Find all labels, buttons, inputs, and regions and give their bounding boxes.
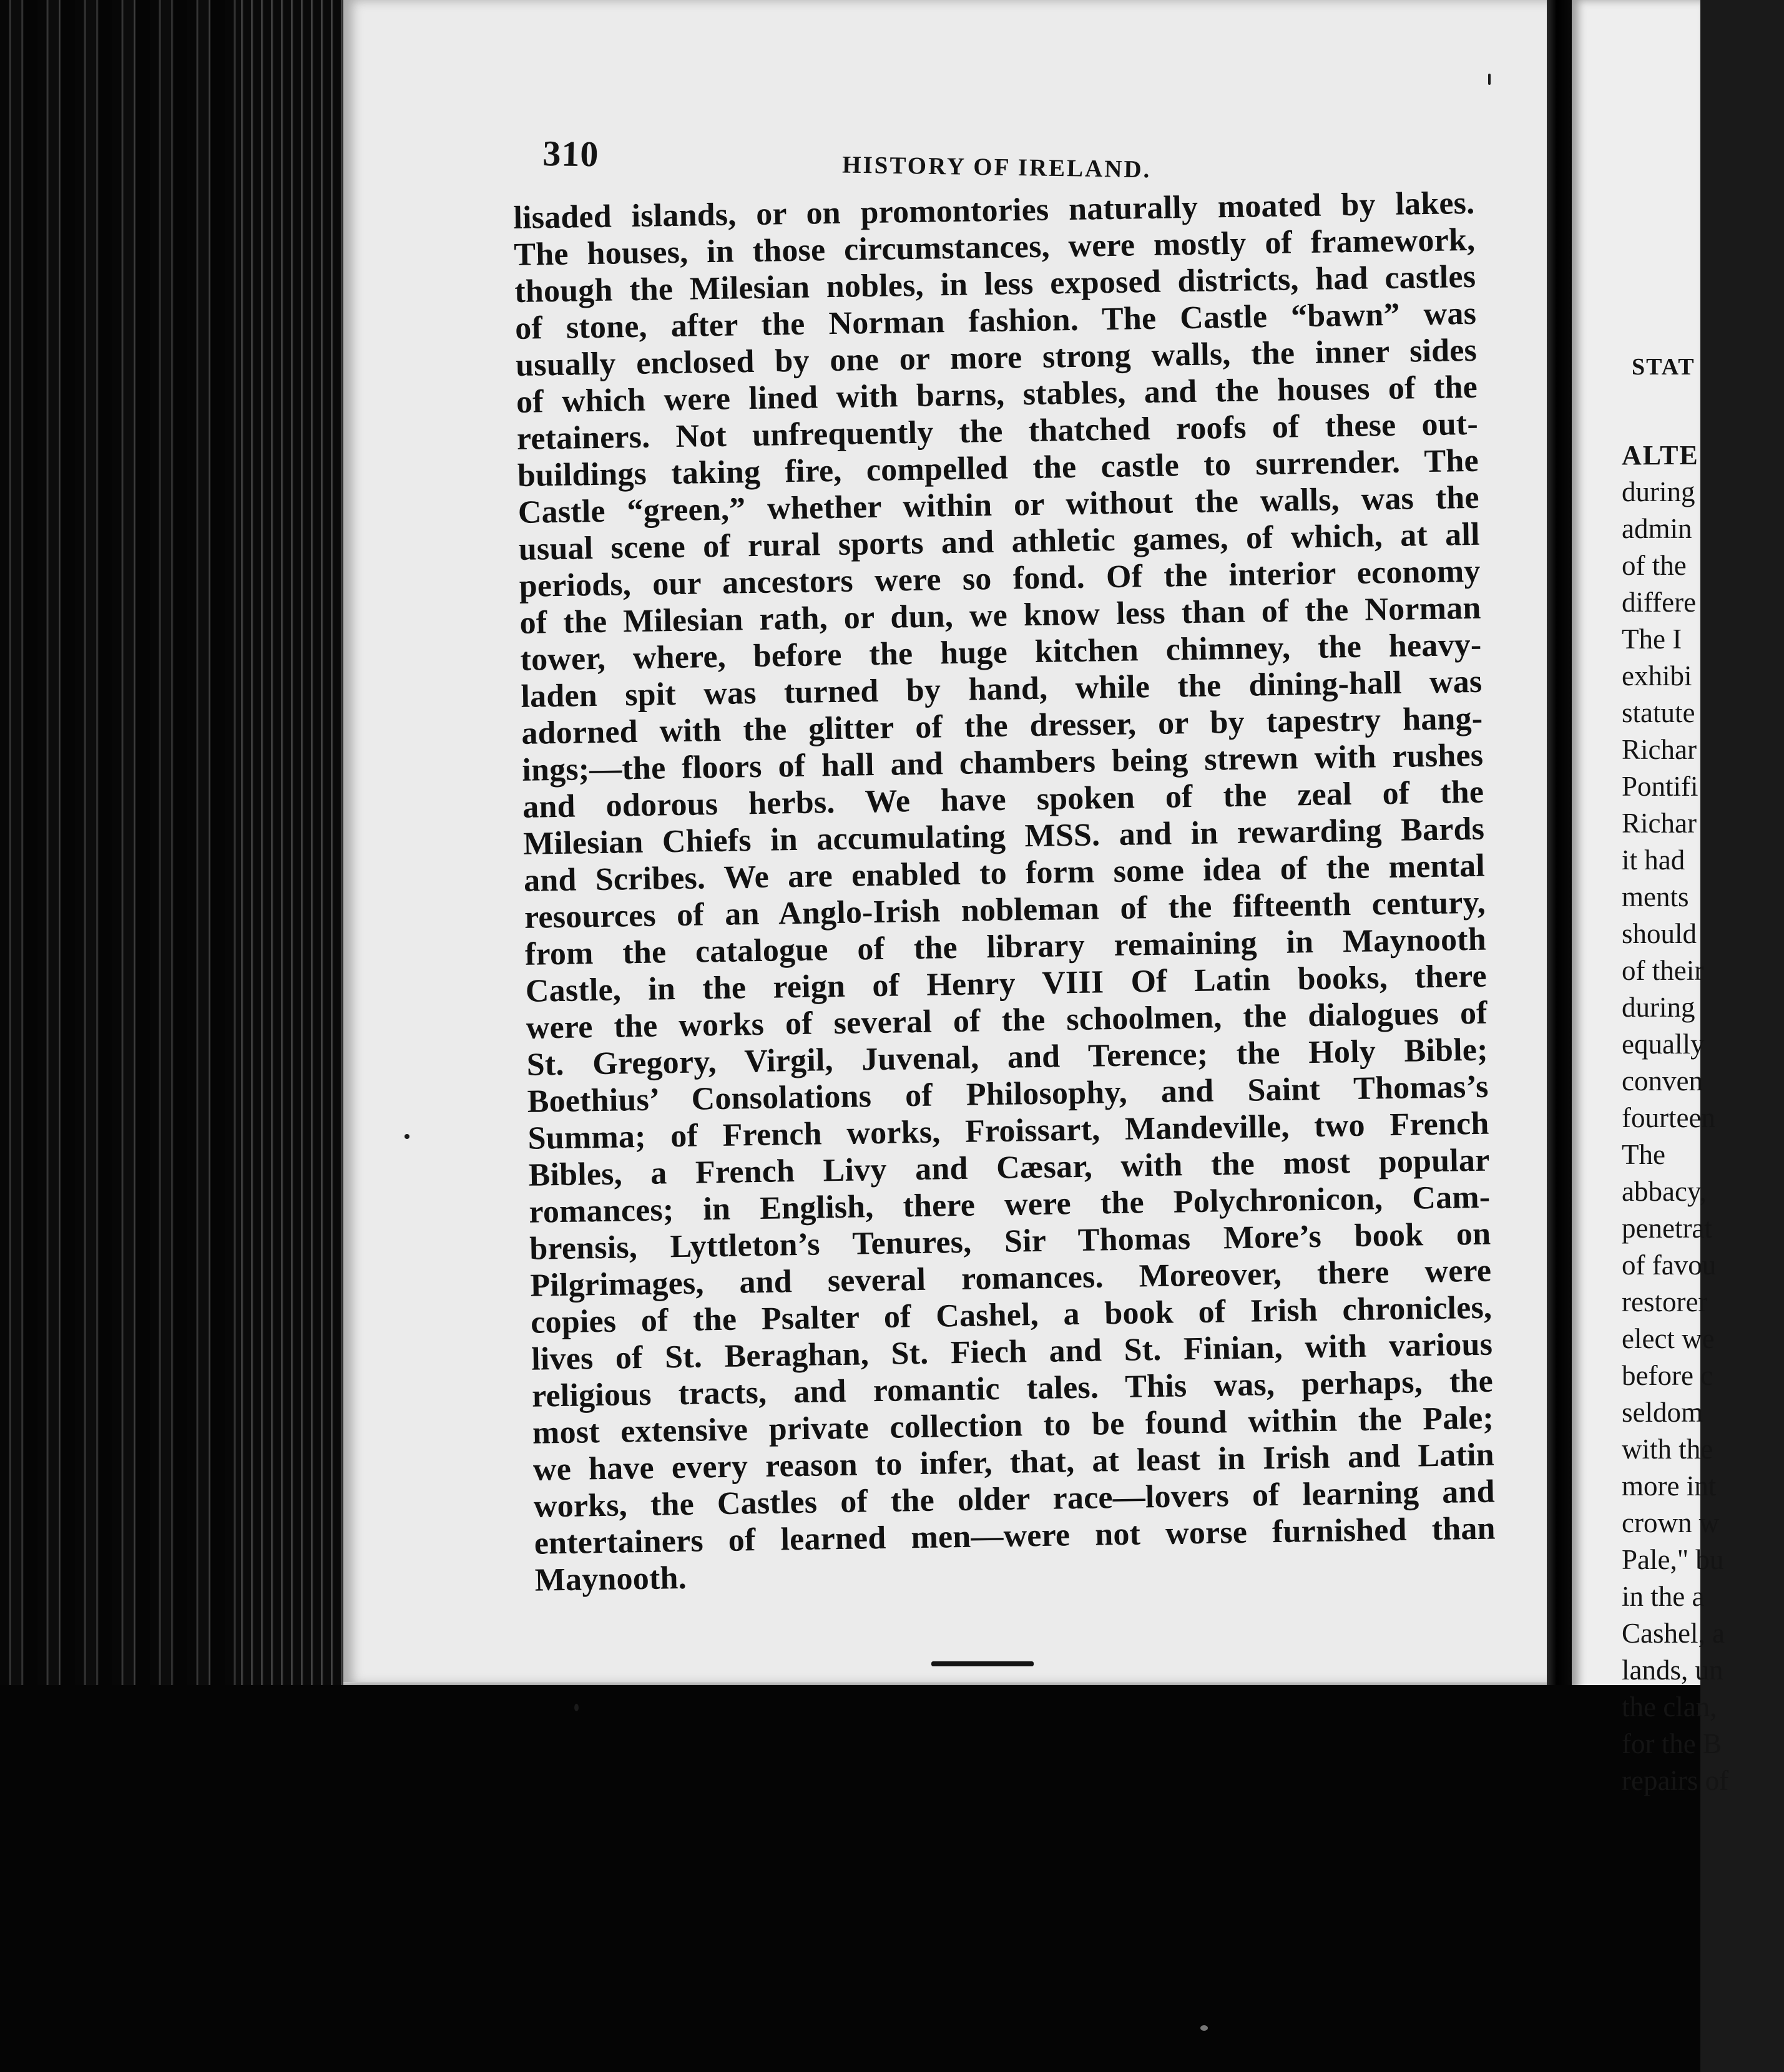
right-page-line: should bbox=[1622, 918, 1697, 949]
text-line: religious tracts, and romantic tales. This was, perhaps, the bbox=[531, 1363, 1494, 1414]
text-line: usual scene of rural sports and athletic games, of which, at all bbox=[518, 516, 1481, 567]
text-line: of stone, after the Norman fashion. The Castle “bawn” was bbox=[514, 295, 1477, 346]
text-line: lives of St. Beraghan, St. Fiech and St. Finian, with various bbox=[531, 1326, 1493, 1377]
right-page-line: before c bbox=[1622, 1360, 1713, 1391]
scan-speck bbox=[574, 1704, 579, 1711]
right-page-line: statute bbox=[1622, 697, 1695, 728]
right-page-line: admin bbox=[1622, 513, 1692, 544]
right-page-line: the clan, bbox=[1622, 1691, 1717, 1723]
text-line: works, the Castles of the older race—lovers of learning and bbox=[533, 1473, 1496, 1525]
text-line: were the works of several of the schoolmen, the dialogues of bbox=[526, 995, 1488, 1046]
right-page-line: equally bbox=[1622, 1029, 1705, 1060]
right-page-line: exhibi bbox=[1622, 660, 1692, 691]
scan-speck bbox=[1488, 74, 1491, 85]
text-line: entertainers of learned men—were not worse furnished than bbox=[534, 1510, 1496, 1561]
right-page-line: abbacy, bbox=[1622, 1176, 1707, 1207]
text-line: most extensive private collection to be found within the Pale; bbox=[532, 1400, 1494, 1451]
right-page-line: of their bbox=[1622, 955, 1704, 986]
right-page-line: ALTE bbox=[1622, 440, 1699, 471]
text-line: lisaded islands, or on promontories naturally moated by lakes. bbox=[513, 185, 1475, 236]
right-page-line: crown w bbox=[1622, 1507, 1720, 1538]
text-line: Bibles, a French Livy and Cæsar, with the most popular bbox=[528, 1142, 1490, 1193]
right-page-line: seldom bbox=[1622, 1397, 1703, 1428]
text-line: we have every reason to infer, that, at least in Irish and Latin bbox=[532, 1437, 1495, 1488]
right-page-line: ments bbox=[1622, 881, 1689, 912]
right-page-line: with the bbox=[1622, 1434, 1713, 1465]
right-page-line: fourteen bbox=[1622, 1102, 1715, 1133]
scan-speck bbox=[404, 1134, 409, 1139]
right-page-line: for the B bbox=[1622, 1728, 1722, 1759]
text-line: St. Gregory, Virgil, Juvenal, and Terence; the Holy Bible; bbox=[526, 1032, 1489, 1083]
right-page-line: elect we bbox=[1622, 1323, 1715, 1354]
right-page-text bbox=[1622, 437, 1784, 1799]
right-page-line: in the a bbox=[1622, 1581, 1705, 1612]
text-line: usually enclosed by one or more strong walls, the inner sides bbox=[515, 332, 1478, 383]
text-line: buildings taking fire, compelled the castle to surrender. The bbox=[517, 442, 1479, 494]
text-line: ings;—the floors of hall and chambers being strewn with rushes bbox=[521, 737, 1484, 788]
right-page-line: of the bbox=[1622, 550, 1687, 581]
text-line: Pilgrimages, and several romances. Moreover, there were bbox=[529, 1253, 1492, 1304]
right-page-line: it had bbox=[1622, 844, 1685, 876]
page-heading: HISTORY OF IRELAND. bbox=[841, 151, 1152, 183]
right-page-line: repairs of bbox=[1622, 1765, 1729, 1796]
page-gutter bbox=[1547, 0, 1572, 1698]
right-page-line: differe bbox=[1622, 587, 1697, 618]
text-line: of which were lined with barns, stables, and the houses of the bbox=[516, 369, 1478, 420]
right-page-line: conven bbox=[1622, 1065, 1703, 1097]
right-page-heading: STAT bbox=[1632, 354, 1695, 380]
right-page-line: Cashel, a bbox=[1622, 1618, 1725, 1649]
right-page-line: during bbox=[1622, 476, 1695, 507]
section-rule bbox=[931, 1661, 1034, 1666]
text-line: Maynooth. bbox=[534, 1560, 687, 1598]
text-line: The houses, in those circumstances, were mostly of framework, bbox=[513, 222, 1476, 273]
text-line: from the catalogue of the library remaining in Maynooth bbox=[524, 921, 1487, 972]
text-line: Summa; of French works, Froissart, Mandeville, two French bbox=[527, 1105, 1489, 1156]
text-line: romances; in English, there were the Polychronicon, Cam- bbox=[529, 1179, 1491, 1230]
text-line: resources of an Anglo-Irish nobleman of the fifteenth century, bbox=[524, 884, 1486, 936]
right-page-line: The I bbox=[1622, 623, 1682, 655]
right-page-line: Richar bbox=[1622, 734, 1697, 765]
right-page-line: more int bbox=[1622, 1470, 1717, 1502]
text-line: Castle, in the reign of Henry VIII Of Latin books, there bbox=[525, 958, 1487, 1009]
right-page-line: Richar bbox=[1622, 808, 1697, 839]
text-line: laden spit was turned by hand, while the dining-hall was bbox=[521, 663, 1483, 715]
page-number: 310 bbox=[542, 132, 599, 175]
right-page-line: restorer bbox=[1622, 1286, 1708, 1317]
right-page-line: penetrat bbox=[1622, 1213, 1712, 1244]
text-line: copies of the Psalter of Cashel, a book of Irish chronicles, bbox=[530, 1289, 1492, 1341]
text-line: though the Milesian nobles, in less exposed districts, had castles bbox=[514, 258, 1476, 310]
right-page-line: during bbox=[1622, 992, 1695, 1023]
right-page-line: The bbox=[1622, 1139, 1665, 1170]
right-page-line: lands, un bbox=[1622, 1654, 1723, 1686]
body-text bbox=[513, 185, 1496, 1599]
text-line: and Scribes. We are enabled to form some idea of the mental bbox=[523, 848, 1486, 899]
text-line: tower, where, before the huge kitchen chimney, the heavy- bbox=[520, 627, 1482, 678]
right-page-line: Pontifi bbox=[1622, 771, 1698, 802]
right-page-line: Pale," bu bbox=[1622, 1544, 1724, 1575]
scan-speck bbox=[1200, 2025, 1208, 2031]
text-line: of the Milesian rath, or dun, we know less than of the Norman bbox=[519, 590, 1481, 641]
text-line: and odorous herbs. We have spoken of the zeal of the bbox=[522, 774, 1484, 825]
scan-background bbox=[0, 1685, 1700, 2072]
text-line: brensis, Lyttleton’s Tenures, Sir Thomas More’s book on bbox=[529, 1216, 1491, 1267]
text-line: adorned with the glitter of the dresser, or by tapestry hang- bbox=[521, 700, 1483, 751]
text-line: Boethius’ Consolations of Philosophy, and Saint Thomas’s bbox=[527, 1068, 1489, 1120]
right-page-line: of favou bbox=[1622, 1249, 1717, 1281]
text-line: periods, our ancestors were so fond. Of the interior economy bbox=[519, 553, 1481, 604]
text-line: retainers. Not unfrequently the thatched roofs of these out- bbox=[516, 406, 1479, 457]
text-line: Castle “green,” whether within or without the walls, was the bbox=[517, 479, 1480, 530]
text-line: Milesian Chiefs in accumulating MSS. and in rewarding Bards bbox=[522, 811, 1485, 862]
